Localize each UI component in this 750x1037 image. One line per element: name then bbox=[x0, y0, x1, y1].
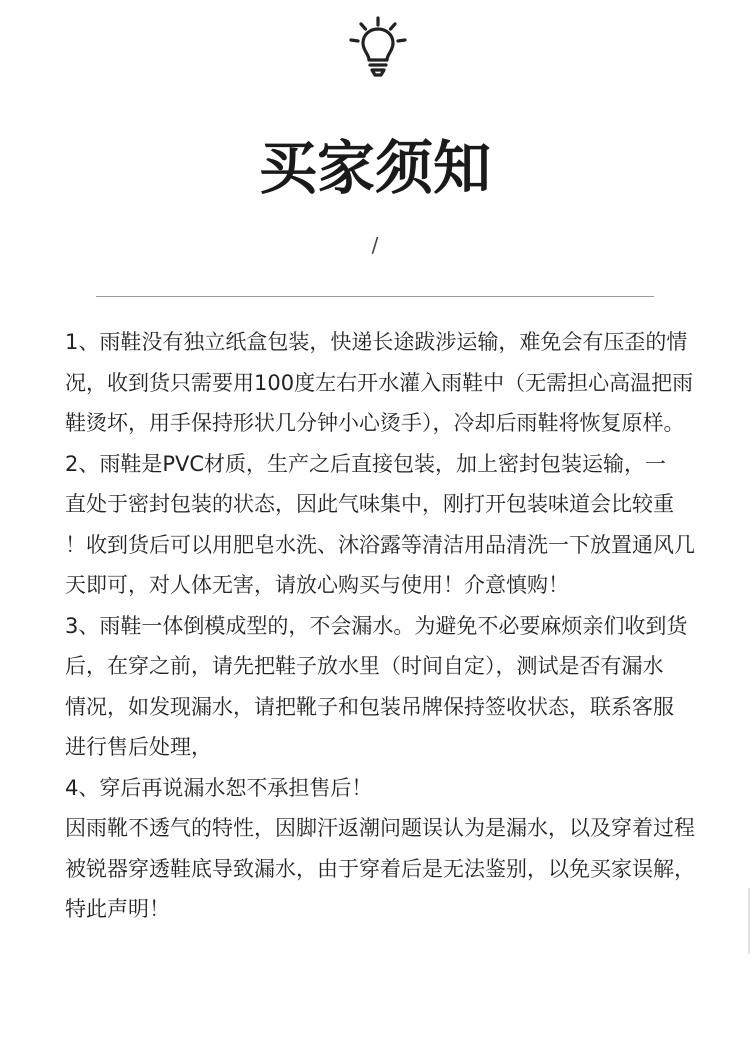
notice-line: 直处于密封包装的状态，因此气味集中，刚打开包装味道会比较重 bbox=[65, 492, 674, 516]
notice-line: 后，在穿之前，请先把鞋子放水里（时间自定），测试是否有漏水 bbox=[65, 654, 664, 678]
notice-text bbox=[65, 322, 715, 930]
title-separator: / bbox=[371, 233, 379, 257]
notice-line: 鞋烫坏，用手保持形状几分钟小心烫手），冷却后雨鞋将恢复原样。 bbox=[65, 411, 685, 435]
notice-line: 特此声明！ bbox=[65, 897, 170, 921]
notice-line: ！收到货后可以用肥皂水洗、沐浴露等清洁用品清洗一下放置通风几 bbox=[65, 532, 695, 557]
divider bbox=[96, 296, 654, 297]
notice-line: 2、雨鞋是PVC材质，生产之后直接包装，加上密封包装运输，一 bbox=[65, 451, 667, 476]
notice-line: 进行售后处理， bbox=[65, 735, 212, 759]
notice-line: 被锐器穿透鞋底导致漏水，由于穿着后是无法鉴别，以免买家误解， bbox=[65, 856, 695, 881]
notice-line: 情况，如发现漏水，请把靴子和包装吊牌保持签收状态，联系客服 bbox=[65, 694, 674, 719]
page-title: 买家须知 bbox=[258, 134, 491, 202]
notice-line: 因雨靴不透气的特性，因脚汗返潮问题误认为是漏水，以及穿着过程 bbox=[65, 816, 695, 840]
notice-line: 天即可，对人体无害，请放心购买与使用！介意慎购！ bbox=[65, 573, 569, 597]
notice-line: 3、雨鞋一体倒模成型的，不会漏水。为避免不必要麻烦亲们收到货 bbox=[65, 613, 688, 638]
notice-line: 4、穿后再说漏水恕不承担售后！ bbox=[65, 775, 373, 800]
notice-line: 1、雨鞋没有独立纸盒包装，快递长途跋涉运输，难免会有压歪的情 bbox=[65, 330, 688, 354]
notice-line: 况，收到货只需要用100度左右开水灌入雨鞋中（无需担心高温把雨 bbox=[65, 370, 694, 395]
lightbulb-icon bbox=[345, 14, 411, 80]
